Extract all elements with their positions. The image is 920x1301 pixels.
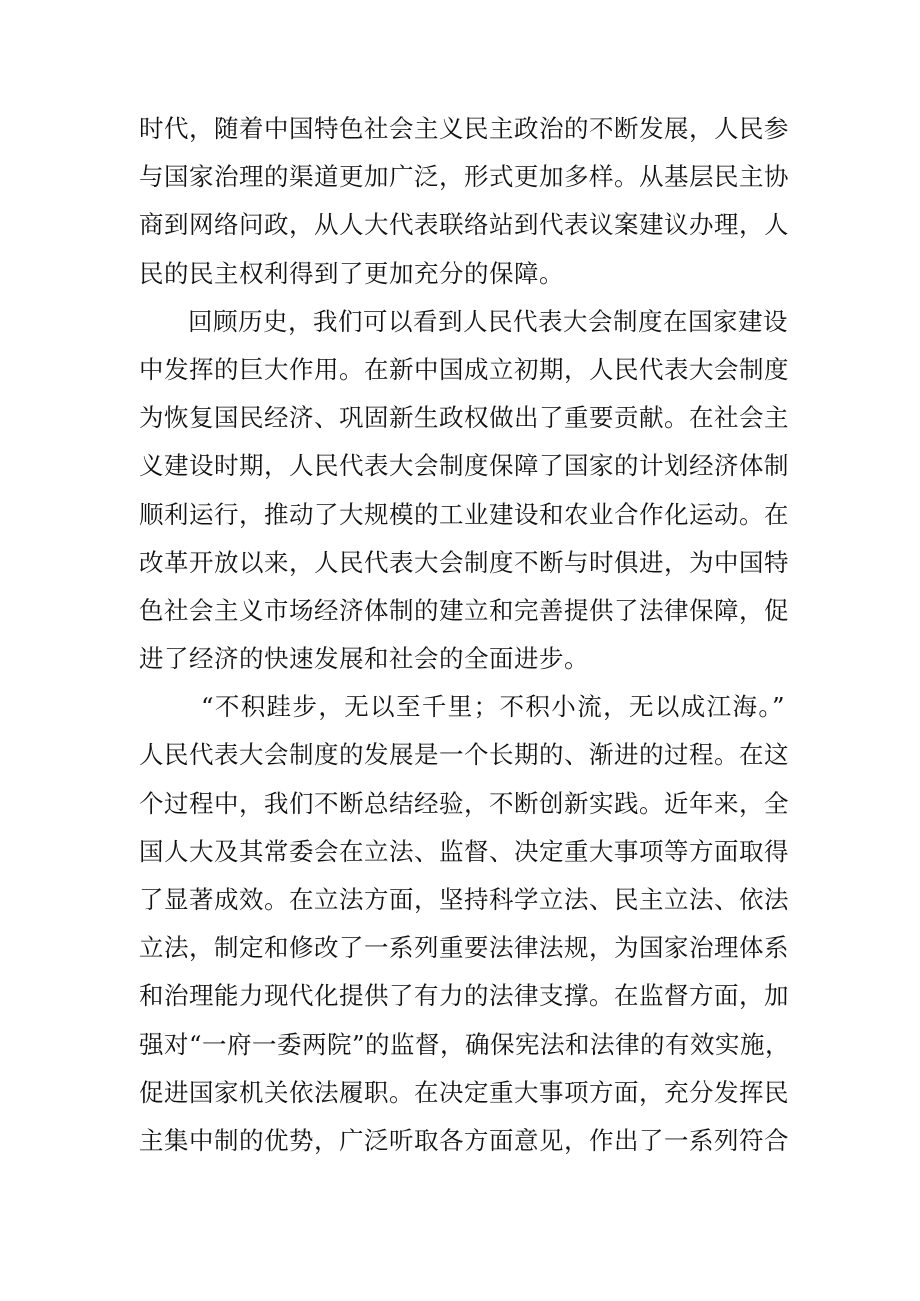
paragraph-line: 强对“一府一委两院”的监督，确保宪法和法律的有效实施， — [139, 1029, 791, 1059]
paragraph-line: 民的民主权利得到了更加充分的保障。 — [139, 258, 564, 288]
paragraph-line: 顺利运行，推动了大规模的工业建设和农业合作化运动。在 — [139, 499, 789, 529]
paragraph-3 — [139, 683, 791, 1165]
paragraph-line: 义建设时期，人民代表大会制度保障了国家的计划经济体制 — [139, 451, 789, 481]
paragraph-line: 回顾历史，我们可以看到人民代表大会制度在国家建设 — [188, 306, 788, 336]
paragraph-line: 商到网络问政，从人大代表联络站到代表议案建议办理，人 — [139, 210, 789, 240]
paragraph-line: 色社会主义市场经济体制的建立和完善提供了法律保障，促 — [139, 595, 789, 625]
paragraph-line: 个过程中，我们不断总结经验，不断创新实践。近年来，全 — [139, 788, 789, 818]
paragraph-line: 促进国家机关依法履职。在决定重大事项方面，充分发挥民 — [139, 1077, 789, 1107]
paragraph-line: 和治理能力现代化提供了有力的法律支撑。在监督方面，加 — [139, 981, 789, 1011]
paragraph-line: 立法，制定和修改了一系列重要法律法规，为国家治理体系 — [139, 933, 789, 963]
paragraph-line: 中发挥的巨大作用。在新中国成立初期，人民代表大会制度 — [139, 354, 789, 384]
paragraph-line: 了显著成效。在立法方面，坚持科学立法、民主立法、依法 — [139, 885, 789, 914]
paragraph-line: 国人大及其常委会在立法、监督、决定重大事项等方面取得 — [139, 836, 789, 866]
paragraph-2 — [139, 298, 789, 684]
paragraph-line: 与国家治理的渠道更加广泛，形式更加多样。从基层民主协 — [139, 162, 789, 192]
paragraph-line: 进了经济的快速发展和社会的全面进步。 — [139, 644, 589, 674]
paragraph-line: “不积跬步，无以至千里；不积小流，无以成江海。” — [201, 692, 785, 722]
paragraph-line: 改革开放以来，人民代表大会制度不断与时俱进，为中国特 — [139, 547, 789, 577]
paragraph-line: 主集中制的优势，广泛听取各方面意见，作出了一系列符合 — [139, 1125, 789, 1155]
paragraph-line: 人民代表大会制度的发展是一个长期的、渐进的过程。在这 — [139, 740, 789, 770]
document-body — [139, 105, 791, 1165]
paragraph-line: 为恢复国民经济、巩固新生政权做出了重要贡献。在社会主 — [139, 403, 789, 433]
paragraph-line: 时代，随着中国特色社会主义民主政治的不断发展，人民参 — [139, 114, 789, 143]
paragraph-1 — [139, 105, 789, 298]
